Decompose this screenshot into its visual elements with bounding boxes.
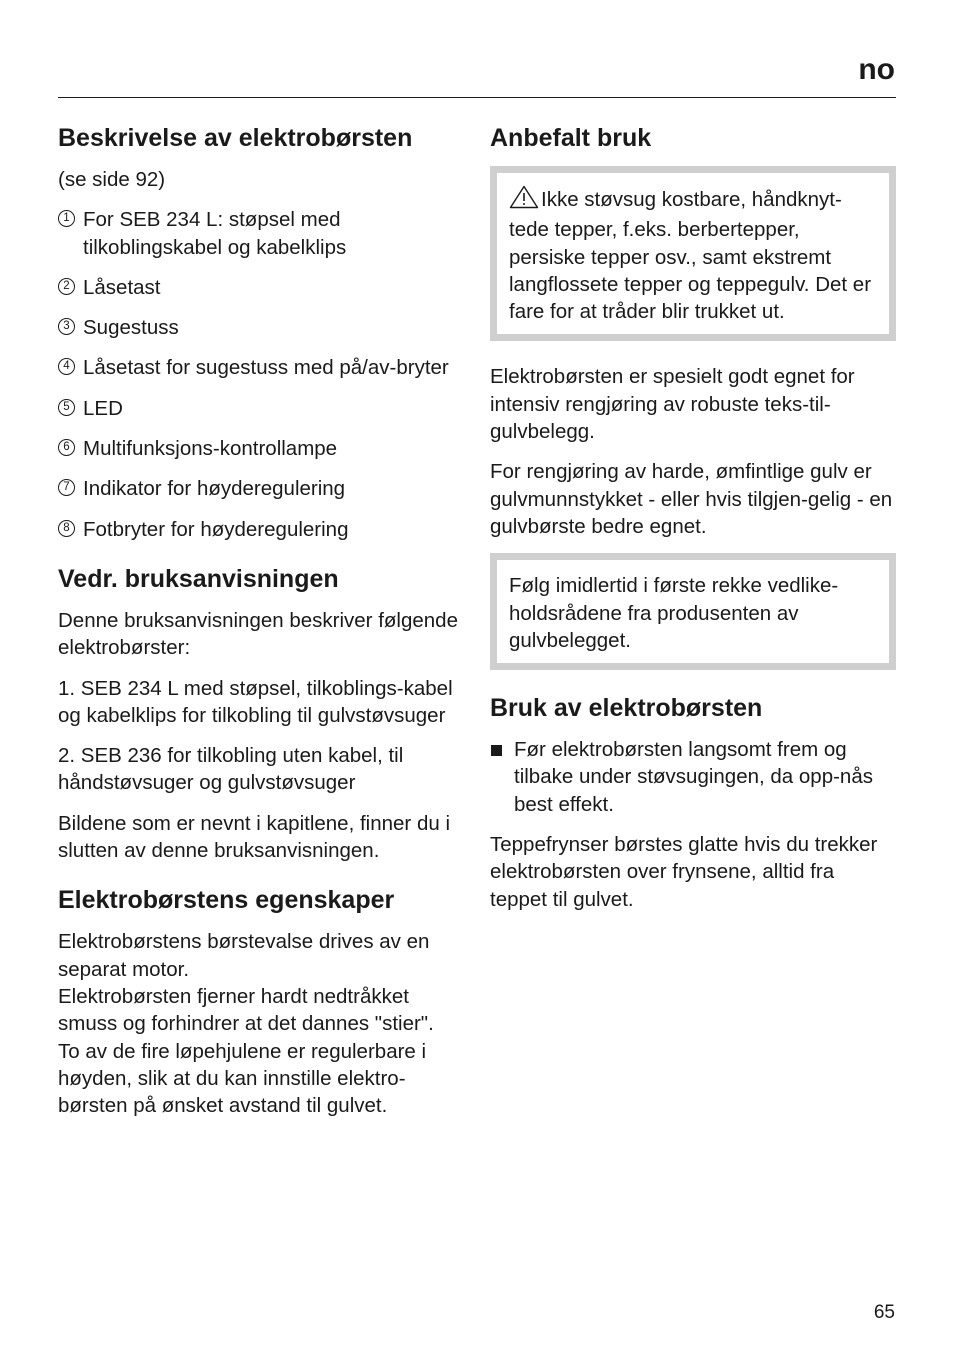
header-rule bbox=[58, 97, 896, 98]
warning-triangle-icon bbox=[509, 185, 539, 216]
warning-box bbox=[490, 166, 896, 341]
circled-number: 3 bbox=[58, 318, 75, 335]
list-item bbox=[58, 314, 468, 341]
list-item bbox=[58, 395, 468, 422]
warning-text bbox=[509, 185, 877, 325]
list-item-text: Multifunksjons-kontrollampe bbox=[83, 437, 338, 461]
list-item-text: Fotbryter for høyderegulering bbox=[83, 517, 349, 541]
page-number: 65 bbox=[873, 1302, 895, 1323]
circled-number: 1 bbox=[58, 210, 75, 227]
list-item bbox=[58, 206, 468, 261]
circled-number: 4 bbox=[58, 358, 75, 375]
right-column bbox=[490, 122, 896, 926]
bullet-text: Før elektrobørsten langsomt frem og tilbake under støvsugingen, da opp-nås best effekt. bbox=[514, 738, 873, 816]
list-item bbox=[58, 354, 468, 381]
circled-number: 8 bbox=[58, 520, 75, 537]
list-item-text: Låsetast for sugestuss med på/av-bryter bbox=[83, 356, 449, 380]
list-item bbox=[58, 435, 468, 462]
circled-number: 2 bbox=[58, 278, 75, 295]
paragraph: Denne bruksanvisningen beskriver følgende elektrobørster: bbox=[58, 608, 458, 660]
list-item-text: Sugestuss bbox=[83, 316, 179, 340]
paragraph: Teppefrynser børstes glatte hvis du trekker elektrobørsten over frynsene, alltid fra teppet til gulvet. bbox=[490, 833, 878, 911]
list-item bbox=[58, 274, 468, 301]
section-title-features: Elektrobørstens egenskaper bbox=[58, 886, 395, 915]
section-title-description: Beskrivelse av elektrobørsten bbox=[58, 124, 413, 152]
paragraph-line: To av de fire løpehjulene er regulerbare i høyden, slik at du kan innstille elektro-børsten på ønsket avstand til gulvet. bbox=[58, 1039, 427, 1118]
circled-number: 7 bbox=[58, 479, 75, 496]
bullet-square-icon bbox=[491, 745, 502, 756]
language-code: no bbox=[858, 53, 895, 86]
list-item-text: For SEB 234 L: støpsel med tilkoblingskabel og kabelklips bbox=[83, 208, 347, 259]
section-title-usage: Bruk av elektrobørsten bbox=[490, 694, 763, 723]
note-text: Følg imidlertid i første rekke vedlike-holdsrådene fra produsenten av gulvbelegget. bbox=[509, 574, 839, 652]
section-title-manual: Vedr. bruksanvisningen bbox=[58, 564, 339, 593]
list-item bbox=[58, 516, 468, 543]
page-reference: (se side 92) bbox=[58, 168, 166, 191]
paragraph: Elektrobørsten er spesielt godt egnet for intensiv rengjøring av robuste teks-til-gulvbelegg. bbox=[490, 365, 855, 444]
list-item-text: LED bbox=[83, 396, 123, 420]
paragraph-line: Elektrobørsten fjerner hardt nedtråkket smuss og forhindrer at det dannes "stier". bbox=[58, 984, 434, 1036]
paragraph: For rengjøring av harde, ømfintlige gulv er gulvmunnstykket - eller hvis tilgjen-gelig - en gulvbørste bedre egnet. bbox=[490, 460, 893, 538]
note-box bbox=[490, 553, 896, 670]
paragraph: 1. SEB 234 L med støpsel, tilkoblings-kabel og kabelklips for tilkobling til gulvstøvsuger bbox=[58, 676, 453, 727]
list-item-text: Indikator for høyderegulering bbox=[83, 477, 346, 501]
circled-number: 6 bbox=[58, 439, 75, 456]
left-column bbox=[58, 122, 468, 1119]
list-item-text: Låsetast bbox=[83, 275, 161, 299]
bullet-item bbox=[490, 736, 896, 818]
paragraph-line: Elektrobørstens børstevalse drives av en separat motor. bbox=[58, 930, 430, 981]
circled-number: 5 bbox=[58, 399, 75, 416]
paragraph: Bildene som er nevnt i kapitlene, finner du i slutten av denne bruksanvisningen. bbox=[58, 811, 451, 863]
paragraph: 2. SEB 236 for tilkobling uten kabel, til håndstøvsuger og gulvstøvsuger bbox=[58, 744, 404, 795]
list-item bbox=[58, 475, 468, 502]
section-title-recommended-use: Anbefalt bruk bbox=[490, 124, 652, 152]
warning-message: Ikke støvsug kostbare, håndknyt-tede tepper, f.eks. berbertepper, persiske tepper osv., samt ekstremt langflossete tepper og teppegulv. Det er fare for at tråder blir trukket ut. bbox=[509, 188, 872, 324]
